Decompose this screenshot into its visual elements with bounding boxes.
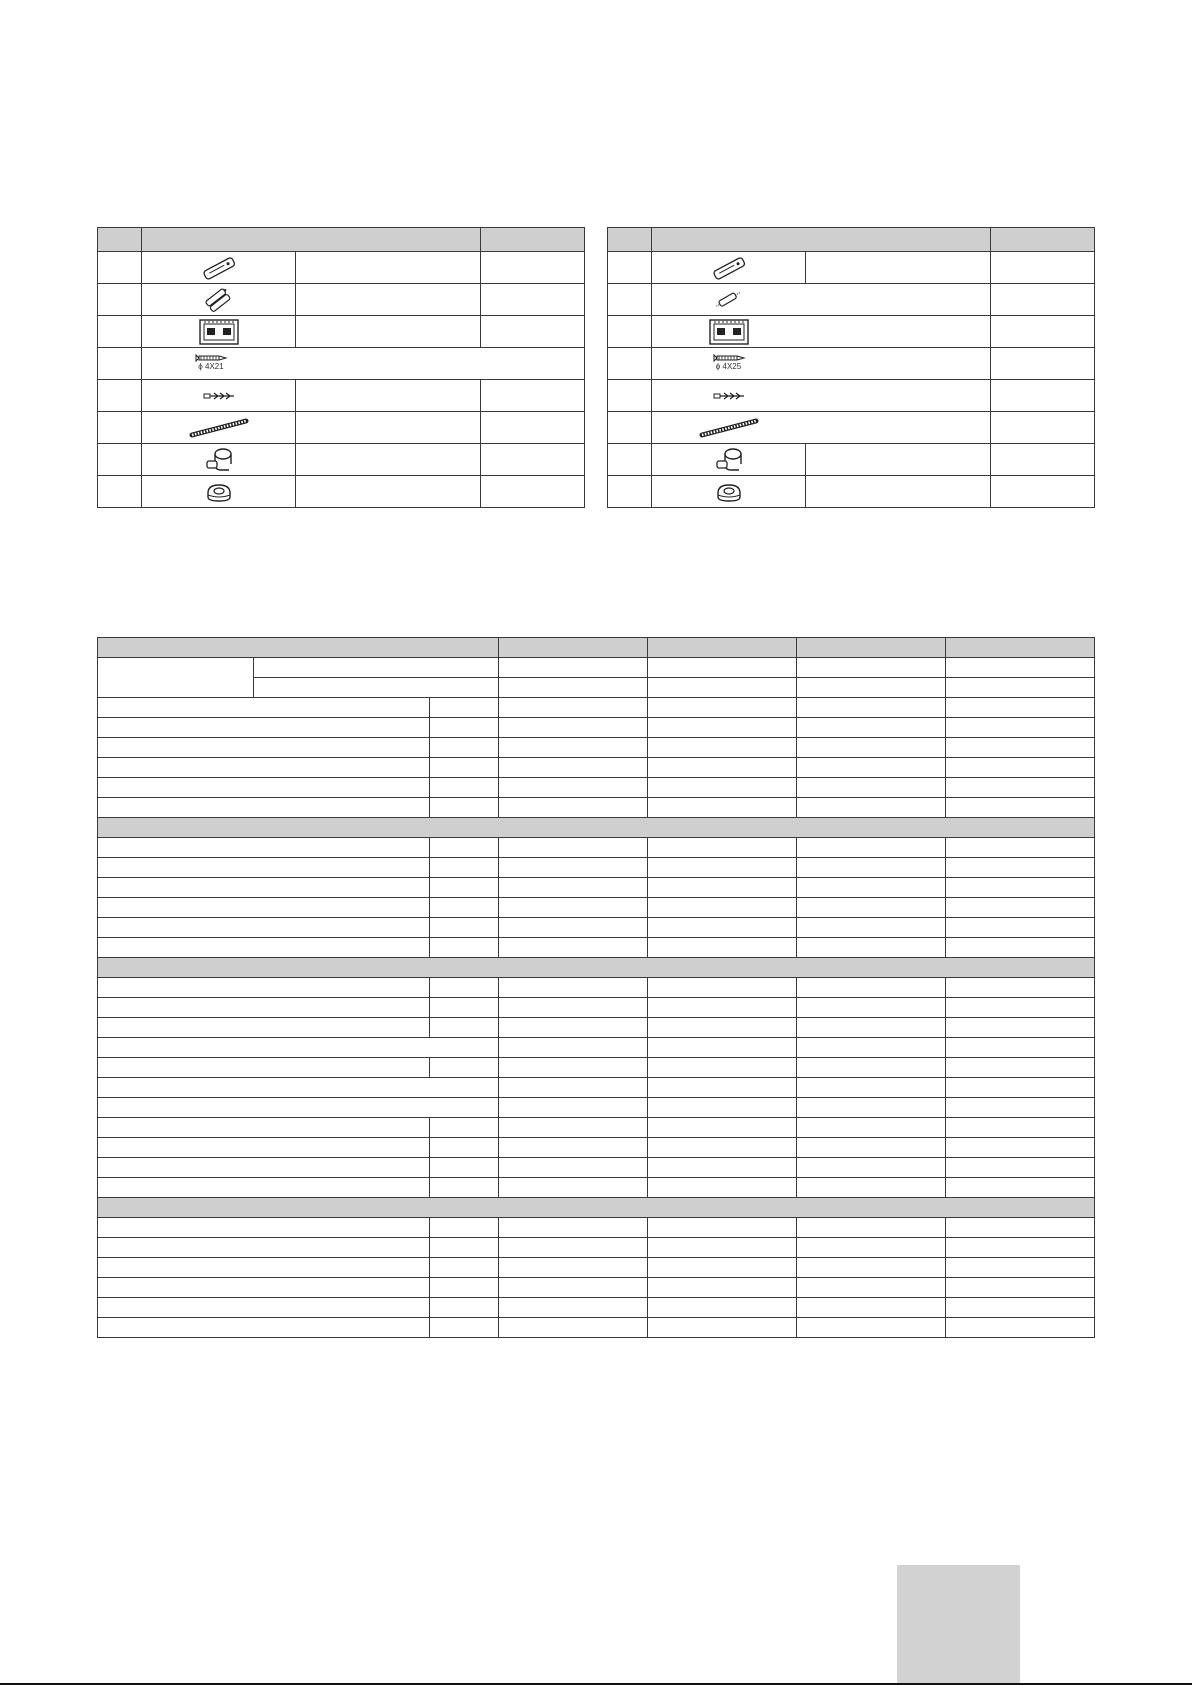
drain-hose-icon bbox=[699, 418, 759, 438]
spec-row bbox=[98, 938, 1095, 958]
wall-plug-icon bbox=[202, 391, 236, 401]
remote-control-icon bbox=[709, 256, 749, 280]
header-name-cell bbox=[142, 228, 481, 252]
accessory-row bbox=[608, 284, 1095, 316]
seal-cap-icon bbox=[204, 479, 234, 505]
accessory-row bbox=[98, 444, 585, 476]
seal-cap-icon bbox=[714, 479, 744, 505]
spec-row bbox=[98, 778, 1095, 798]
remote-holder-icon bbox=[708, 318, 750, 346]
spec-row bbox=[98, 1158, 1095, 1178]
specifications-table bbox=[97, 637, 1095, 1338]
spec-row bbox=[98, 1078, 1095, 1098]
spec-row bbox=[98, 918, 1095, 938]
spec-row bbox=[98, 1098, 1095, 1118]
spec-row bbox=[98, 1218, 1095, 1238]
accessory-row bbox=[98, 476, 585, 508]
spec-row bbox=[98, 1058, 1095, 1078]
spec-row bbox=[98, 1298, 1095, 1318]
remote-control-icon bbox=[199, 256, 239, 280]
spec-section-row bbox=[98, 818, 1095, 838]
accessory-row bbox=[98, 316, 585, 348]
accessory-row bbox=[98, 348, 585, 380]
accessory-row bbox=[608, 348, 1095, 380]
spec-row bbox=[98, 838, 1095, 858]
spec-row bbox=[98, 1118, 1095, 1138]
spec-row bbox=[98, 758, 1095, 778]
spec-row bbox=[98, 718, 1095, 738]
spec-row bbox=[98, 1238, 1095, 1258]
spec-row bbox=[98, 698, 1095, 718]
accessory-row bbox=[608, 444, 1095, 476]
accessory-row bbox=[98, 412, 585, 444]
batteries-icon bbox=[203, 287, 235, 313]
header-no-cell bbox=[608, 228, 652, 252]
spec-header-row bbox=[98, 638, 1095, 658]
spec-row bbox=[98, 1018, 1095, 1038]
accessories-table-right bbox=[607, 227, 1095, 508]
header-no-cell bbox=[98, 228, 142, 252]
drain-joint-icon bbox=[203, 446, 235, 474]
spec-section-row bbox=[98, 958, 1095, 978]
accessory-row bbox=[98, 252, 585, 284]
header-qty-cell bbox=[481, 228, 585, 252]
accessory-row bbox=[608, 412, 1095, 444]
spec-row bbox=[98, 1278, 1095, 1298]
spec-row bbox=[98, 1038, 1095, 1058]
accessory-row bbox=[608, 252, 1095, 284]
page-number-tab bbox=[897, 1565, 1020, 1685]
accessories-header-row bbox=[98, 228, 585, 252]
spec-row bbox=[98, 858, 1095, 878]
wall-plug-icon bbox=[712, 391, 746, 401]
spec-row bbox=[98, 1138, 1095, 1158]
spec-row bbox=[98, 1258, 1095, 1278]
spec-row bbox=[98, 1178, 1095, 1198]
drain-hose-icon bbox=[189, 418, 249, 438]
accessory-row bbox=[608, 316, 1095, 348]
accessory-row bbox=[608, 476, 1095, 508]
header-name-cell bbox=[652, 228, 991, 252]
spec-row bbox=[98, 738, 1095, 758]
screw-size-label: ϕ 4X21 bbox=[198, 362, 224, 371]
spec-row bbox=[98, 1318, 1095, 1338]
header-qty-cell bbox=[991, 228, 1095, 252]
spec-row bbox=[98, 998, 1095, 1018]
spec-section-row bbox=[98, 1198, 1095, 1218]
spec-row bbox=[98, 978, 1095, 998]
drain-joint-icon bbox=[713, 446, 745, 474]
batteries-icon bbox=[713, 287, 745, 313]
spec-row bbox=[98, 878, 1095, 898]
accessories-header-row bbox=[608, 228, 1095, 252]
accessory-row bbox=[98, 380, 585, 412]
spec-row bbox=[98, 898, 1095, 918]
accessory-row bbox=[608, 380, 1095, 412]
spec-row bbox=[98, 798, 1095, 818]
remote-holder-icon bbox=[198, 318, 240, 346]
screw-size-label: ϕ 4X25 bbox=[715, 362, 742, 371]
specifications-body bbox=[98, 638, 1095, 1338]
accessory-row bbox=[98, 284, 585, 316]
accessories-table-left bbox=[97, 227, 585, 508]
spec-row bbox=[98, 658, 1095, 678]
